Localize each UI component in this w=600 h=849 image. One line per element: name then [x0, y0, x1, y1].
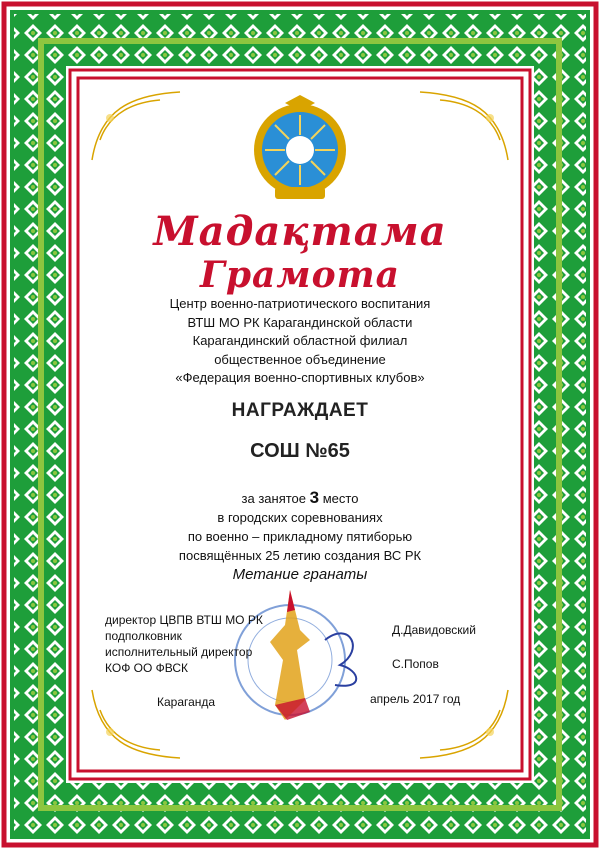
place-number: 3: [309, 488, 320, 507]
issuing-organization: [0, 295, 600, 388]
signatory-name-1: Д.Давидовский: [392, 623, 476, 637]
issue-date: апрель 2017 год: [370, 692, 461, 706]
signatory-title-line: КОФ ОО ФВСК: [105, 661, 189, 675]
award-heading: НАГРАЖДАЕТ: [231, 400, 369, 421]
signatory-name-2: С.Попов: [392, 657, 439, 671]
event-name: Метание гранаты: [232, 566, 368, 583]
place-suffix: место: [322, 491, 359, 506]
certificate-title-kazakh: Мадақтама: [153, 208, 447, 255]
organization-line: ВТШ МО РК Карагандинской области: [187, 314, 413, 330]
award-recipient: СОШ №65: [250, 440, 350, 462]
place-prefix: за занятое: [241, 491, 307, 506]
organization-line: общественное объединение: [214, 351, 386, 367]
kazakhstan-state-emblem-icon: [245, 95, 355, 205]
organization-line: Карагандинский областной филиал: [192, 333, 408, 348]
place-line: [0, 488, 600, 508]
signatory-title-line: директор ЦВПВ ВТШ МО РК: [105, 613, 263, 627]
certificate-title-russian: Грамота: [199, 254, 400, 296]
organization-line: Центр военно-патриотического воспитания: [169, 296, 431, 311]
signatory-title-line: подполковник: [105, 629, 182, 643]
competition-line: в городских соревнованиях: [217, 510, 383, 525]
signatory-titles: [105, 612, 263, 676]
organization-line: «Федерация военно-спортивных клубов»: [175, 370, 425, 385]
award-details: [0, 488, 600, 584]
issue-city: Караганда: [157, 695, 216, 709]
discipline-line: по военно – прикладному пятиборью: [187, 529, 413, 544]
signatory-title-line: исполнительный директор: [105, 645, 253, 659]
dedication-line: посвящённых 25 летию создания ВС РК: [178, 548, 422, 563]
